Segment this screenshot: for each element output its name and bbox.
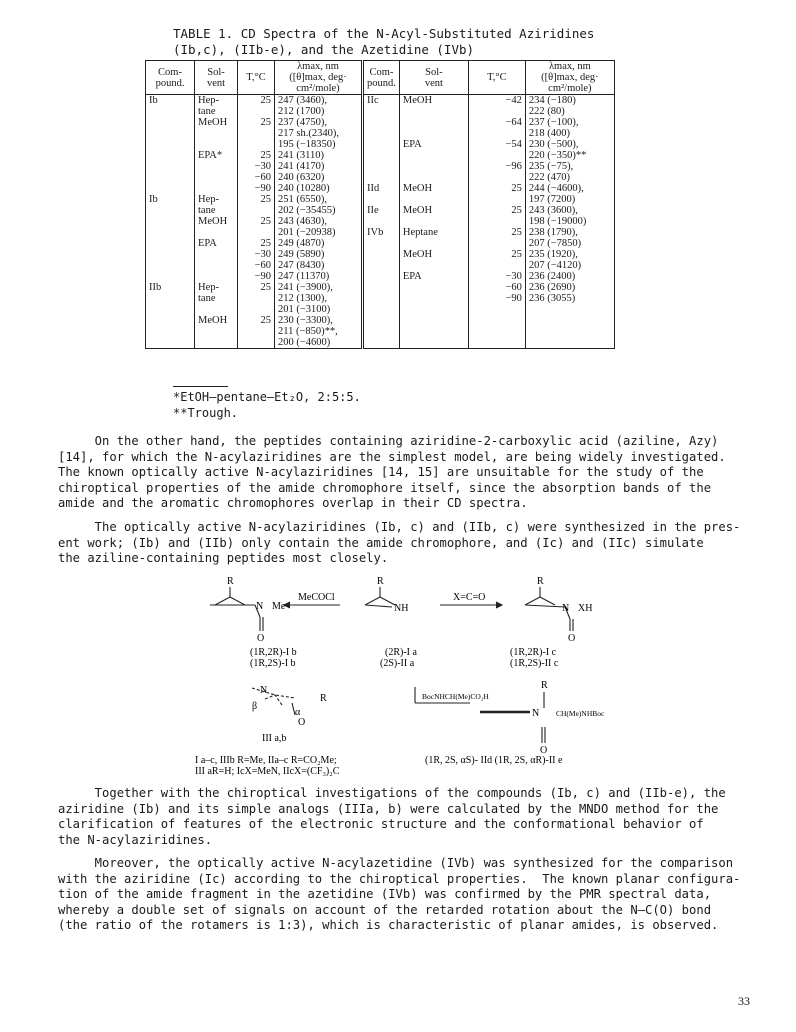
cell-v: 237 (4750), — [275, 117, 363, 128]
caption-line: (Ib,c), (IIb-e), and the Azetidine (IVb) — [173, 42, 475, 57]
cell-v: 200 (−4600) — [275, 337, 363, 349]
cell-v: 195 (−18350) — [275, 139, 363, 150]
text-line: tion of the amide fragment in the azetidine (IVb) was confirmed by the PMR spectral data, — [58, 887, 712, 902]
text-line: aziridine (Ib) and its simple analogs (IIIa, b) were calculated by the MNDO method for the — [58, 801, 719, 816]
cell-v: 243 (3600), — [525, 205, 614, 216]
cell-t — [468, 238, 525, 249]
cell-c — [146, 117, 195, 128]
cell-s: tane — [195, 205, 238, 216]
cell-s — [399, 194, 468, 205]
cell-t — [468, 216, 525, 227]
cell-s: MeOH — [195, 117, 238, 128]
cell-s — [399, 172, 468, 183]
cell-s — [195, 271, 238, 282]
cell-s — [399, 117, 468, 128]
cell-t — [468, 260, 525, 271]
cell-s — [195, 249, 238, 260]
cell-v: 218 (400) — [525, 128, 614, 139]
cell-v: 222 (80) — [525, 106, 614, 117]
cell-c — [146, 139, 195, 150]
cell-v: 241 (−3900), — [275, 282, 363, 293]
cell-t — [468, 337, 525, 349]
table-row — [146, 337, 615, 349]
cell-t — [238, 227, 275, 238]
col-compound-2: Com- pound. — [363, 61, 400, 95]
col-temp: T,°C — [238, 61, 275, 95]
cell-v: 235 (1920), — [525, 249, 614, 260]
cell-v: 249 (4870) — [275, 238, 363, 249]
cell-c — [363, 216, 400, 227]
reaction-scheme — [170, 575, 650, 785]
col-lambda-2: λmax, nm ([θ]max, deg· cm²/mole) — [525, 61, 614, 95]
scheme-n: N — [260, 685, 268, 696]
cell-v: 235 (−75), — [525, 161, 614, 172]
cell-s: EPA — [399, 271, 468, 282]
cell-s: EPA — [195, 238, 238, 249]
cell-c — [146, 238, 195, 249]
cell-c — [363, 128, 400, 139]
label-1: (1R,2S)-I b — [250, 658, 296, 669]
table-row — [146, 150, 615, 161]
cell-t: −30 — [238, 249, 275, 260]
cell-c — [146, 183, 195, 194]
scheme-r: R — [537, 576, 544, 587]
cell-v: 247 (3460), — [275, 95, 363, 107]
label-3: (1R,2S)-II c — [510, 658, 559, 669]
cell-s: Hep- — [195, 282, 238, 293]
cell-c: IId — [363, 183, 400, 194]
cell-v: 243 (4630), — [275, 216, 363, 227]
cell-v: 241 (4170) — [275, 161, 363, 172]
text-line: The known optically active N-acylaziridines [14, 15] are unsuitable for the study of the — [58, 465, 704, 480]
cell-t: −60 — [238, 172, 275, 183]
table-row — [146, 128, 615, 139]
boc-substituent: CH(Me)NHBoc — [556, 709, 605, 718]
cell-v: 212 (1300), — [275, 293, 363, 304]
table-row — [146, 326, 615, 337]
text-line: [14], for which the N-acylaziridines are the simplest model, are being widely investigated. — [58, 449, 726, 464]
cell-c — [363, 249, 400, 260]
cell-v: 201 (−3100) — [275, 304, 363, 315]
table-row — [146, 249, 615, 260]
cell-t: −64 — [468, 117, 525, 128]
cell-s: MeOH — [399, 183, 468, 194]
cell-v: 220 (−350)** — [525, 150, 614, 161]
col-solvent-2: Sol- vent — [399, 61, 468, 95]
cell-v — [525, 304, 614, 315]
cell-s: MeOH — [195, 315, 238, 326]
table-row — [146, 238, 615, 249]
table-row — [146, 183, 615, 194]
cell-v: 236 (2690) — [525, 282, 614, 293]
table-row — [146, 172, 615, 183]
text-line: clarification of features of the electronic structure and the conformational behavior of — [58, 817, 704, 832]
cell-s — [399, 238, 468, 249]
cell-c — [146, 271, 195, 282]
legend-1: I a–c, IIIb R=Me, IIa–c R=CO₂Me; — [195, 755, 337, 766]
cell-c — [146, 106, 195, 117]
table-row — [146, 205, 615, 216]
cell-v: 230 (−3300), — [275, 315, 363, 326]
cell-v: 198 (−19000) — [525, 216, 614, 227]
col-temp-2: T,°C — [468, 61, 525, 95]
cell-t: −30 — [238, 161, 275, 172]
cell-c: IVb — [363, 227, 400, 238]
table-row — [146, 139, 615, 150]
cell-v: 237 (−100), — [525, 117, 614, 128]
cell-t: 25 — [238, 282, 275, 293]
cell-c — [146, 293, 195, 304]
cell-t — [468, 106, 525, 117]
col-solvent: Sol- vent — [195, 61, 238, 95]
reagent-mecocl: MeCOCl — [298, 592, 335, 603]
cell-c — [146, 161, 195, 172]
reagent-xco: X=C=O — [453, 592, 486, 603]
paragraph-3 — [58, 786, 758, 848]
cell-s — [195, 172, 238, 183]
cell-s: tane — [195, 293, 238, 304]
cell-s: EPA* — [195, 150, 238, 161]
cell-t — [468, 326, 525, 337]
table-row — [146, 117, 615, 128]
cell-v: 247 (11370) — [275, 271, 363, 282]
table-row — [146, 161, 615, 172]
cell-c — [146, 337, 195, 349]
cell-t — [238, 304, 275, 315]
cell-t: 25 — [238, 194, 275, 205]
text-line: the aziline-containing peptides most closely. — [58, 551, 389, 566]
cell-c — [363, 326, 400, 337]
cell-c — [146, 128, 195, 139]
cell-t: 25 — [238, 238, 275, 249]
cell-s — [399, 304, 468, 315]
label-4: III a,b — [262, 733, 287, 744]
cell-c — [146, 216, 195, 227]
cell-v: 207 (−7850) — [525, 238, 614, 249]
cell-t: −60 — [238, 260, 275, 271]
cell-s — [195, 304, 238, 315]
cell-v — [525, 326, 614, 337]
cell-s: MeOH — [399, 95, 468, 107]
cell-t: 25 — [238, 117, 275, 128]
scheme-xh: XH — [578, 603, 593, 614]
cell-t: 25 — [468, 227, 525, 238]
cell-t — [238, 293, 275, 304]
scheme-me: Me — [272, 601, 286, 612]
table-row — [146, 315, 615, 326]
cell-c — [146, 304, 195, 315]
cell-v: 207 (−4120) — [525, 260, 614, 271]
text-line: (the ratio of the rotamers is 1:3), which is characteristic of planar amides, is observed. — [58, 918, 719, 933]
reagent-boc: BocNHCH(Me)CO₂H — [422, 692, 489, 701]
cell-v — [525, 315, 614, 326]
table-row — [146, 194, 615, 205]
cell-s — [399, 293, 468, 304]
cell-s: tane — [195, 106, 238, 117]
cell-t — [238, 128, 275, 139]
text-line: On the other hand, the peptides containing aziridine-2-carboxylic acid (aziline, Azy) — [58, 434, 719, 448]
cell-s: Heptane — [399, 227, 468, 238]
cell-c: IIe — [363, 205, 400, 216]
cell-t: −90 — [238, 271, 275, 282]
cell-s — [399, 128, 468, 139]
cell-s — [195, 326, 238, 337]
cell-c — [363, 260, 400, 271]
cell-c — [146, 326, 195, 337]
cell-t: −90 — [238, 183, 275, 194]
cell-s — [195, 227, 238, 238]
scheme-r: R — [541, 680, 548, 691]
text-line: chiroptical properties of the amide chromophore itself, since the absorption bands of the — [58, 480, 712, 495]
cell-v: 249 (5890) — [275, 249, 363, 260]
cell-v: 236 (2400) — [525, 271, 614, 282]
scheme-o: O — [540, 745, 548, 756]
cell-s — [195, 128, 238, 139]
scheme-beta: β — [252, 701, 258, 712]
paragraph-4 — [58, 856, 758, 934]
cell-s: MeOH — [399, 249, 468, 260]
cell-s — [195, 161, 238, 172]
table-caption — [173, 26, 613, 58]
cell-v: 211 (−850)**, — [275, 326, 363, 337]
cell-s — [399, 260, 468, 271]
cell-t — [238, 326, 275, 337]
label-2: (2S)-II a — [380, 658, 415, 669]
cell-v: 236 (3055) — [525, 293, 614, 304]
cell-c — [363, 282, 400, 293]
cell-s: MeOH — [195, 216, 238, 227]
cell-c — [363, 150, 400, 161]
label-3: (1R,2R)-I c — [510, 647, 557, 658]
cell-t: 25 — [238, 95, 275, 107]
cell-s: Hep- — [195, 194, 238, 205]
cell-v: 222 (470) — [525, 172, 614, 183]
scheme-o: O — [298, 717, 306, 728]
cell-v: 241 (3110) — [275, 150, 363, 161]
cell-t — [468, 172, 525, 183]
cell-c: IIc — [363, 95, 400, 107]
cell-v: 238 (1790), — [525, 227, 614, 238]
text-line: ent work; (Ib) and (IIb) only contain the amide chromophore, and (Ic) and (IIc) simulate — [58, 535, 704, 550]
cell-v: 197 (7200) — [525, 194, 614, 205]
cell-s: EPA — [399, 139, 468, 150]
cell-t: 25 — [238, 150, 275, 161]
cell-s — [399, 161, 468, 172]
scheme-r: R — [377, 576, 384, 587]
cell-c: IIb — [146, 282, 195, 293]
cell-v: 234 (−180) — [525, 95, 614, 107]
cell-t — [238, 106, 275, 117]
scheme-o: O — [568, 633, 576, 644]
cell-c — [363, 194, 400, 205]
text-line: Moreover, the optically active N-acylazetidine (IVb) was synthesized for the comparison — [58, 856, 734, 870]
table-row — [146, 293, 615, 304]
cell-t — [468, 304, 525, 315]
page-number: 33 — [738, 994, 750, 1008]
cell-c — [146, 260, 195, 271]
cell-c — [146, 227, 195, 238]
cell-c — [363, 139, 400, 150]
cell-s — [399, 106, 468, 117]
cell-t: −96 — [468, 161, 525, 172]
scheme-n: N — [256, 601, 264, 612]
cell-c — [146, 150, 195, 161]
label-1: (1R,2R)-I b — [250, 647, 297, 658]
footnote-1: *EtOH—pentane—Et₂O, 2:5:5. — [173, 390, 361, 404]
cell-s: MeOH — [399, 205, 468, 216]
table-row — [146, 227, 615, 238]
cell-t — [238, 337, 275, 349]
cell-s — [195, 139, 238, 150]
cell-t — [468, 128, 525, 139]
cd-spectra-table — [145, 60, 615, 349]
cell-v: 247 (8430) — [275, 260, 363, 271]
cell-c — [363, 293, 400, 304]
cell-c — [363, 337, 400, 349]
col-compound: Com- pound. — [146, 61, 195, 95]
table-row — [146, 271, 615, 282]
cell-c — [363, 106, 400, 117]
cell-c: Ib — [146, 194, 195, 205]
text-line: Together with the chiroptical investigations of the compounds (Ib, c) and (IIb-e), the — [58, 786, 726, 800]
text-line: with the aziridine (Ic) according to the chiroptical properties. The known planar configura- — [58, 871, 741, 886]
cell-s — [195, 337, 238, 349]
table-row — [146, 260, 615, 271]
cell-c — [146, 249, 195, 260]
cell-s — [399, 150, 468, 161]
cell-c — [363, 172, 400, 183]
cell-c — [363, 271, 400, 282]
legend-2: III aR=H; IcX=MeN, IIcX=(CF₃)₂C — [195, 766, 340, 777]
scheme-nh: NH — [394, 603, 409, 614]
cell-v: 230 (−500), — [525, 139, 614, 150]
cell-t — [468, 315, 525, 326]
cell-v: 202 (−35455) — [275, 205, 363, 216]
cell-t — [468, 150, 525, 161]
cell-v: 244 (−4600), — [525, 183, 614, 194]
cell-t — [238, 205, 275, 216]
scheme-n: N — [562, 603, 570, 614]
cell-c — [363, 304, 400, 315]
cell-s: Hep- — [195, 95, 238, 107]
scheme-r: R — [320, 693, 327, 704]
scheme-n: N — [532, 708, 540, 719]
footnote-rule — [173, 386, 228, 387]
cell-s — [399, 326, 468, 337]
cell-t: −42 — [468, 95, 525, 107]
cell-t: −54 — [468, 139, 525, 150]
cell-v: 251 (6550), — [275, 194, 363, 205]
cell-t: −60 — [468, 282, 525, 293]
cell-c — [363, 117, 400, 128]
paragraph-1 — [58, 434, 758, 512]
cell-c: Ib — [146, 95, 195, 107]
table-row — [146, 282, 615, 293]
cell-t: 25 — [468, 183, 525, 194]
text-line: amide and the aromatic chromophores overlap in their CD spectra. — [58, 496, 528, 511]
cell-v — [525, 337, 614, 349]
table-row — [146, 216, 615, 227]
table-row — [146, 304, 615, 315]
text-line: the N-acylaziridines. — [58, 832, 213, 847]
text-line: The optically active N-acylaziridines (Ib, c) and (IIb, c) were synthesized in the pres- — [58, 520, 741, 534]
cell-t: −30 — [468, 271, 525, 282]
cell-t: −90 — [468, 293, 525, 304]
cell-t: 25 — [238, 315, 275, 326]
label-2: (2R)-I a — [385, 647, 417, 658]
cell-c — [146, 205, 195, 216]
cell-s — [399, 282, 468, 293]
cell-c — [146, 172, 195, 183]
cell-t: 25 — [468, 205, 525, 216]
text-line: whereby a double set of signals on account of the retarded rotation about the N—C(O) bond — [58, 902, 712, 917]
cell-s — [399, 315, 468, 326]
cell-v: 240 (10280) — [275, 183, 363, 194]
cell-t — [468, 194, 525, 205]
cell-c — [363, 161, 400, 172]
caption-line: TABLE 1. CD Spectra of the N-Acyl-Substituted Aziridines — [173, 26, 595, 41]
cell-v: 201 (−20938) — [275, 227, 363, 238]
cell-v: 217 sh.(2340), — [275, 128, 363, 139]
label-5: (1R, 2S, αS)- IId (1R, 2S, αR)-II e — [425, 755, 563, 766]
cell-s — [195, 183, 238, 194]
paragraph-2 — [58, 520, 758, 567]
scheme-alpha: α — [295, 707, 301, 718]
cell-s — [399, 216, 468, 227]
cell-s — [195, 260, 238, 271]
scheme-o: O — [257, 633, 265, 644]
col-lambda: λmax, nm ([θ]max, deg· cm²/mole) — [275, 61, 363, 95]
cell-v: 212 (1700) — [275, 106, 363, 117]
table-row — [146, 95, 615, 107]
cell-c — [363, 238, 400, 249]
cell-v: 240 (6320) — [275, 172, 363, 183]
scheme-r: R — [227, 576, 234, 587]
cell-s — [399, 337, 468, 349]
cell-t — [238, 139, 275, 150]
cell-c — [363, 315, 400, 326]
table-row — [146, 106, 615, 117]
cell-t: 25 — [238, 216, 275, 227]
cell-c — [146, 315, 195, 326]
footnote-2: **Trough. — [173, 406, 239, 420]
cell-t: 25 — [468, 249, 525, 260]
